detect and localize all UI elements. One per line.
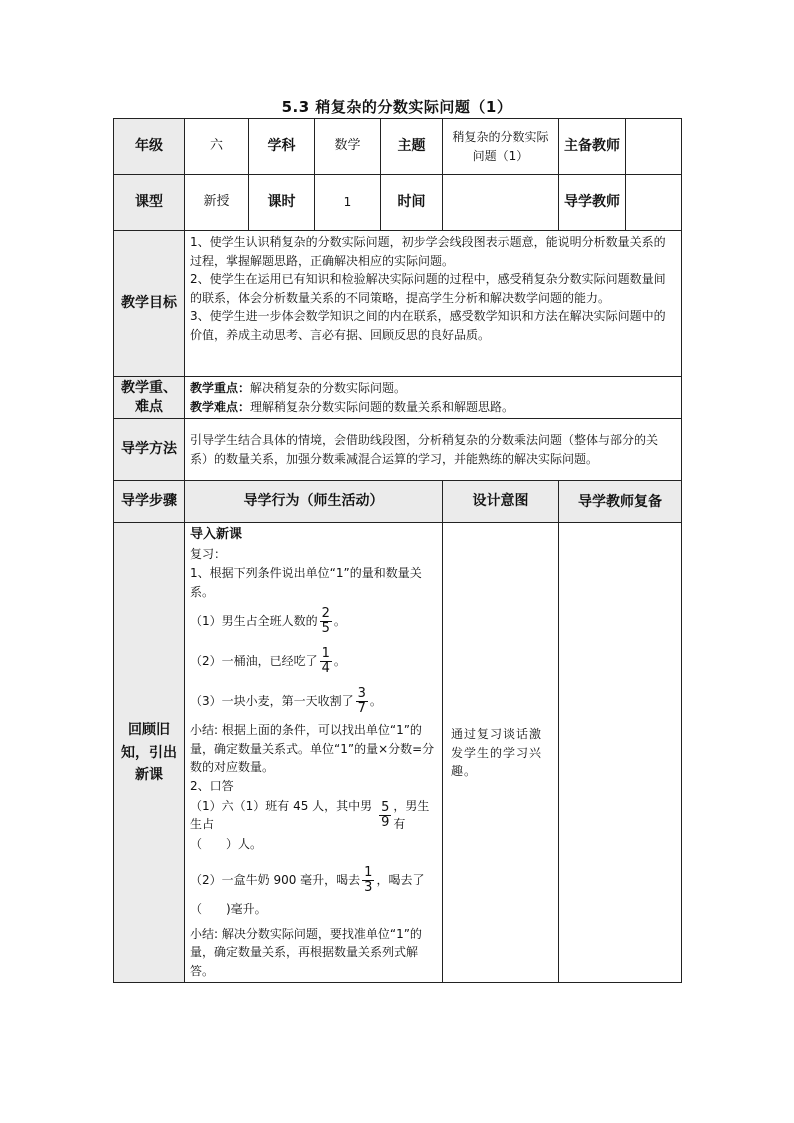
fraction-numerator: 5 xyxy=(381,800,390,816)
period-label: 课时 xyxy=(249,175,315,231)
grade-value: 六 xyxy=(185,119,249,175)
summary-1: 小结: 根据上面的条件，可以找出单位“1”的量，确定数量关系式。单位“1”的量×分数=分数的对应数量。 xyxy=(190,723,435,775)
difficulty-label: 教学难点： xyxy=(190,399,251,414)
subject-value: 数学 xyxy=(315,119,381,175)
key-points-row xyxy=(114,377,682,419)
q2-item xyxy=(190,860,437,900)
key-points-label: 教学重、难点 xyxy=(114,377,185,419)
fraction-denominator: 7 xyxy=(357,700,366,716)
fraction xyxy=(320,607,332,635)
objective-item: 2、使学生在运用已有知识和检验解决实际问题的过程中，感受稍复杂分数实际问题数量间的联系，体会分析数量关系的不同策略，提高学生分析和解决数学问题的能力。 xyxy=(190,272,666,305)
section-row xyxy=(114,523,682,983)
fraction xyxy=(320,647,332,675)
topic-value: 稍复杂的分数实际问题（1） xyxy=(443,119,559,175)
q1-item-suffix: 。 xyxy=(333,653,346,668)
q1-item xyxy=(190,601,437,641)
fraction-numerator: 1 xyxy=(321,645,330,661)
objective-item: 3、使学生进一步体会数学知识之间的内在联系，感受数学知识和方法在解决实际问题中的价值，养成主动思考、言必有据、回顾反思的良好品质。 xyxy=(190,309,666,342)
lesson-type-value: 新授 xyxy=(185,175,249,231)
intent-text: 通过复习谈话激发学生的学习兴趣。 xyxy=(443,523,559,983)
fraction-numerator: 3 xyxy=(357,685,366,701)
lead-teacher-value xyxy=(626,119,682,175)
grade-label: 年级 xyxy=(114,119,185,175)
summary-2: 小结: 解决分数实际问题，要找准单位“1”的量，确定数量关系，再根据数量关系列式解答。 xyxy=(190,926,422,978)
time-value xyxy=(443,175,559,231)
subject-label: 学科 xyxy=(249,119,315,175)
focus-text: 解决稍复杂的分数实际问题。 xyxy=(250,381,407,395)
activity-content xyxy=(185,523,443,983)
guide-teacher-value xyxy=(626,175,682,231)
steps-header: 导学步骤 xyxy=(114,481,185,523)
q2-intro: 2、口答 xyxy=(190,778,234,793)
fraction xyxy=(362,866,374,894)
fraction-denominator: 9 xyxy=(381,814,390,830)
prep-notes xyxy=(559,523,682,983)
q1-intro: 1、根据下列条件说出单位“1”的量和数量关系。 xyxy=(190,565,422,599)
guide-teacher-label: 导学教师 xyxy=(559,175,626,231)
section-heading: 导入新课 xyxy=(190,527,243,543)
q1-item xyxy=(190,681,437,721)
key-points-content xyxy=(185,377,682,419)
activity-header: 导学行为（师生活动） xyxy=(185,481,443,523)
fraction-denominator: 5 xyxy=(321,620,330,636)
review-label: 复习： xyxy=(190,547,227,562)
lesson-type-label: 课型 xyxy=(114,175,185,231)
fraction xyxy=(379,801,391,829)
method-row xyxy=(114,419,682,481)
q2-item-suffix: ，男生有 xyxy=(393,798,430,832)
lead-teacher-label: 主备教师 xyxy=(559,119,626,175)
method-text: 引导学生结合具体的情境，会借助线段图，分析稍复杂的分数乘法问题（整体与部分的关系）的数量关系，加强分数乘减混合运算的学习，并能熟练的解决实际问题。 xyxy=(185,419,682,481)
fraction-denominator: 4 xyxy=(321,660,330,676)
q1-item-suffix: 。 xyxy=(333,613,346,628)
q1-item-text: （2）一桶油，已经吃了 xyxy=(190,653,318,668)
q2-item-text: （1）六（1）班有 45 人，其中男生占 xyxy=(190,798,373,832)
section-label: 回顾旧知，引出新课 xyxy=(114,523,185,983)
objectives-content xyxy=(185,231,682,377)
q1-item xyxy=(190,641,437,681)
objective-item: 1、使学生认识稍复杂的分数实际问题，初步学会线段图表示题意，能说明分析数量关系的过程，掌握解题思路，正确解决相应的实际问题。 xyxy=(190,235,666,268)
info-row-2 xyxy=(114,175,682,231)
topic-label: 主题 xyxy=(381,119,443,175)
objectives-label: 教学目标 xyxy=(114,231,185,377)
q1-item-text: （3）一块小麦，第一天收割了 xyxy=(190,693,354,708)
q1-item-suffix: 。 xyxy=(369,693,382,708)
intent-header: 设计意图 xyxy=(443,481,559,523)
fraction-denominator: 3 xyxy=(364,879,373,895)
q2-item-blank: （ ）人。 xyxy=(190,837,263,852)
focus-label: 教学重点： xyxy=(190,381,251,395)
fraction-numerator: 2 xyxy=(321,605,330,621)
method-label: 导学方法 xyxy=(114,419,185,481)
lesson-plan-table xyxy=(113,118,682,983)
time-label: 时间 xyxy=(381,175,443,231)
q2-item-blank: （ )毫升。 xyxy=(190,902,267,917)
objectives-row xyxy=(114,231,682,377)
steps-header-row xyxy=(114,481,682,523)
fraction xyxy=(356,687,368,715)
q1-item-text: （1）男生占全班人数的 xyxy=(190,613,318,628)
period-value: 1 xyxy=(315,175,381,231)
difficulty-text: 理解稍复杂分数实际问题的数量关系和解题思路。 xyxy=(250,399,515,414)
info-row-1 xyxy=(114,119,682,175)
q2-item-suffix: ，喝去了 xyxy=(376,872,425,887)
fraction-numerator: 1 xyxy=(364,864,373,880)
prep-header: 导学教师复备 xyxy=(559,481,682,523)
page-title: 5.3 稍复杂的分数实际问题（1） xyxy=(281,98,513,116)
q2-item-text: （2）一盒牛奶 900 毫升，喝去 xyxy=(190,872,361,887)
q2-item xyxy=(190,795,437,835)
